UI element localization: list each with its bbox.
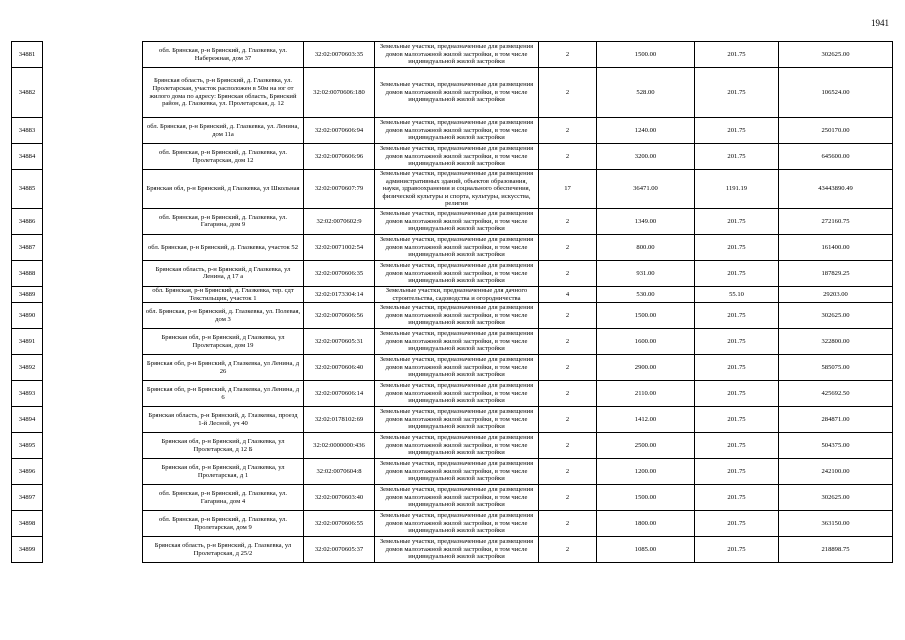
- area-cell: 1800.00: [597, 511, 695, 537]
- specific-value-cell: 201.75: [695, 144, 779, 170]
- specific-value-cell: 201.75: [695, 459, 779, 485]
- area-cell: 2110.00: [597, 381, 695, 407]
- address-cell: обл. Брянская, р-н Брянский, д. Глазкевка, ул. Гагарина, дом 4: [143, 485, 304, 511]
- specific-value-cell: 201.75: [695, 407, 779, 433]
- cadastral-number-cell: 32:02:0070606:96: [304, 144, 375, 170]
- table-row: [12, 511, 893, 537]
- table-row: [12, 329, 893, 355]
- area-cell: 1240.00: [597, 118, 695, 144]
- cadastral-value-cell: 284871.00: [779, 407, 893, 433]
- spacer-cell: [43, 329, 143, 355]
- spacer-cell: [43, 286, 143, 302]
- row-number: 34893: [12, 381, 43, 407]
- land-purpose-cell: Земельные участки, предназначенные для размещения домов малоэтажной жилой застройки, в том числе индивидуальной жилой застройки: [375, 260, 539, 286]
- specific-value-cell: 201.75: [695, 234, 779, 260]
- land-purpose-cell: Земельные участки, предназначенные для размещения домов малоэтажной жилой застройки, в том числе индивидуальной жилой застройки: [375, 68, 539, 118]
- cadastral-value-cell: 161400.00: [779, 234, 893, 260]
- group-code-cell: 2: [539, 68, 597, 118]
- cadastral-value-cell: 425692.50: [779, 381, 893, 407]
- table-row: [12, 355, 893, 381]
- spacer-cell: [43, 303, 143, 329]
- address-cell: обл. Брянская, р-н Брянский, д. Глазкевка, ул. Пролетарская, дом 12: [143, 144, 304, 170]
- specific-value-cell: 201.75: [695, 355, 779, 381]
- row-number: 34890: [12, 303, 43, 329]
- cadastral-number-cell: 32:02:0070606:55: [304, 511, 375, 537]
- cadastral-number-cell: 32:02:0000000:436: [304, 433, 375, 459]
- specific-value-cell: 201.75: [695, 303, 779, 329]
- group-code-cell: 2: [539, 459, 597, 485]
- address-cell: обл. Брянская, р-н Брянский, д. Глазкевка, ул. Полевая, дом 3: [143, 303, 304, 329]
- address-cell: Брянская обл, р-н Брянский, д Глазкевка, ул Пролетарская, д 1: [143, 459, 304, 485]
- address-cell: Брянская обл, р-н Брянский, д Глазкевка, ул Пролетарская, д 12 Б: [143, 433, 304, 459]
- group-code-cell: 2: [539, 303, 597, 329]
- row-number: 34891: [12, 329, 43, 355]
- land-purpose-cell: Земельные участки, предназначенные для размещения домов малоэтажной жилой застройки, в том числе индивидуальной жилой застройки: [375, 433, 539, 459]
- address-cell: обл. Брянская, р-н Брянский, д. Глазкевка, ул. Набережная, дом 37: [143, 42, 304, 68]
- area-cell: 1349.00: [597, 208, 695, 234]
- land-purpose-cell: Земельные участки, предназначенные для размещения административных зданий, объектов образования, науки, здравоохранения и социального обеспечения, физической культуры и спорта, культуры, искусства, религии: [375, 170, 539, 209]
- address-cell: Брянская область, р-н Брянский, д Глазкевка, ул Ленина, д 17 а: [143, 260, 304, 286]
- cadastral-value-cell: 322800.00: [779, 329, 893, 355]
- group-code-cell: 2: [539, 144, 597, 170]
- group-code-cell: 2: [539, 433, 597, 459]
- table-row: [12, 459, 893, 485]
- spacer-cell: [43, 433, 143, 459]
- cadastral-value-cell: 272160.75: [779, 208, 893, 234]
- area-cell: 1600.00: [597, 329, 695, 355]
- cadastral-number-cell: 32:02:0070603:35: [304, 42, 375, 68]
- specific-value-cell: 201.75: [695, 260, 779, 286]
- cadastral-number-cell: 32:02:0070606:40: [304, 355, 375, 381]
- land-purpose-cell: Земельные участки, предназначенные для размещения домов малоэтажной жилой застройки, в том числе индивидуальной жилой застройки: [375, 407, 539, 433]
- table-row: [12, 286, 893, 302]
- row-number: 34889: [12, 286, 43, 302]
- group-code-cell: 2: [539, 234, 597, 260]
- cadastral-number-cell: 32:02:0070605:37: [304, 537, 375, 563]
- group-code-cell: 2: [539, 537, 597, 563]
- land-purpose-cell: Земельные участки, предназначенные для размещения домов малоэтажной жилой застройки, в том числе индивидуальной жилой застройки: [375, 208, 539, 234]
- address-cell: Брянская обл, р-н Брянский, д Глазкевка, ул Пролетарская, дом 19: [143, 329, 304, 355]
- land-purpose-cell: Земельные участки, предназначенные для размещения домов малоэтажной жилой застройки, в том числе индивидуальной жилой застройки: [375, 234, 539, 260]
- cadastral-number-cell: 32:02:0070606:94: [304, 118, 375, 144]
- address-cell: Брянская область, р-н Брянский, д. Глазкевка, ул Пролетарская, д 25/2: [143, 537, 304, 563]
- row-number: 34885: [12, 170, 43, 209]
- address-cell: обл. Брянская, р-н Брянский, д. Глазкевка, ул. Гагарина, дом 9: [143, 208, 304, 234]
- land-purpose-cell: Земельные участки, предназначенные для размещения домов малоэтажной жилой застройки, в том числе индивидуальной жилой застройки: [375, 42, 539, 68]
- area-cell: 1412.00: [597, 407, 695, 433]
- area-cell: 931.00: [597, 260, 695, 286]
- cadastral-value-cell: 504375.00: [779, 433, 893, 459]
- specific-value-cell: 201.75: [695, 485, 779, 511]
- cadastral-value-cell: 106524.00: [779, 68, 893, 118]
- specific-value-cell: 201.75: [695, 511, 779, 537]
- address-cell: обл. Брянская, р-н Брянский, д. Глазкевка, тер. сдт Текстильщик, участок 1: [143, 286, 304, 302]
- specific-value-cell: 201.75: [695, 537, 779, 563]
- spacer-cell: [43, 42, 143, 68]
- address-cell: Брянская область, р-н Брянский, д. Глазкевка, проезд 1-й Лесной, уч 40: [143, 407, 304, 433]
- page-number: 1941: [871, 18, 889, 28]
- address-cell: обл. Брянская, р-н Брянский, д. Глазкевка, ул. Пролетарская, дом 9: [143, 511, 304, 537]
- table-row: [12, 42, 893, 68]
- specific-value-cell: 201.75: [695, 381, 779, 407]
- spacer-cell: [43, 537, 143, 563]
- land-purpose-cell: Земельные участки, предназначенные для размещения домов малоэтажной жилой застройки, в том числе индивидуальной жилой застройки: [375, 355, 539, 381]
- group-code-cell: 2: [539, 329, 597, 355]
- row-number: 34882: [12, 68, 43, 118]
- cadastral-number-cell: 32:02:0071002:54: [304, 234, 375, 260]
- area-cell: 1085.00: [597, 537, 695, 563]
- table-row: [12, 170, 893, 209]
- land-purpose-cell: Земельные участки, предназначенные для размещения домов малоэтажной жилой застройки, в том числе индивидуальной жилой застройки: [375, 485, 539, 511]
- area-cell: 3200.00: [597, 144, 695, 170]
- cadastral-value-cell: 187829.25: [779, 260, 893, 286]
- land-purpose-cell: Земельные участки, предназначенные для размещения домов малоэтажной жилой застройки, в том числе индивидуальной жилой застройки: [375, 118, 539, 144]
- address-cell: Брянская обл, р-н Брянский, д Глазкевка, ул Ленина, д 6: [143, 381, 304, 407]
- land-purpose-cell: Земельные участки, предназначенные для размещения домов малоэтажной жилой застройки, в том числе индивидуальной жилой застройки: [375, 381, 539, 407]
- cadastral-number-cell: 32:02:0070606:180: [304, 68, 375, 118]
- land-purpose-cell: Земельные участки, предназначенные для размещения домов малоэтажной жилой застройки, в том числе индивидуальной жилой застройки: [375, 459, 539, 485]
- group-code-cell: 2: [539, 407, 597, 433]
- specific-value-cell: 201.75: [695, 42, 779, 68]
- cadastral-value-cell: 302625.00: [779, 485, 893, 511]
- land-purpose-cell: Земельные участки, предназначенные для дачного строительства, садоводства и огородничества: [375, 286, 539, 302]
- area-cell: 1500.00: [597, 42, 695, 68]
- spacer-cell: [43, 208, 143, 234]
- row-number: 34884: [12, 144, 43, 170]
- specific-value-cell: 201.75: [695, 329, 779, 355]
- specific-value-cell: 201.75: [695, 118, 779, 144]
- specific-value-cell: 201.75: [695, 433, 779, 459]
- cadastral-value-cell: 43443890.49: [779, 170, 893, 209]
- land-purpose-cell: Земельные участки, предназначенные для размещения домов малоэтажной жилой застройки, в том числе индивидуальной жилой застройки: [375, 144, 539, 170]
- group-code-cell: 2: [539, 511, 597, 537]
- row-number: 34892: [12, 355, 43, 381]
- cadastral-value-table: [11, 41, 893, 563]
- group-code-cell: 4: [539, 286, 597, 302]
- area-cell: 1500.00: [597, 485, 695, 511]
- group-code-cell: 2: [539, 260, 597, 286]
- row-number: 34888: [12, 260, 43, 286]
- spacer-cell: [43, 355, 143, 381]
- table-row: [12, 68, 893, 118]
- spacer-cell: [43, 170, 143, 209]
- cadastral-value-cell: 250170.00: [779, 118, 893, 144]
- spacer-cell: [43, 407, 143, 433]
- table-row: [12, 234, 893, 260]
- area-cell: 2500.00: [597, 433, 695, 459]
- row-number: 34897: [12, 485, 43, 511]
- specific-value-cell: 201.75: [695, 68, 779, 118]
- table-row: [12, 433, 893, 459]
- cadastral-number-cell: 32:02:0070602:9: [304, 208, 375, 234]
- cadastral-value-cell: 302625.00: [779, 42, 893, 68]
- specific-value-cell: 1191.19: [695, 170, 779, 209]
- land-purpose-cell: Земельные участки, предназначенные для размещения домов малоэтажной жилой застройки, в том числе индивидуальной жилой застройки: [375, 537, 539, 563]
- row-number: 34894: [12, 407, 43, 433]
- area-cell: 1500.00: [597, 303, 695, 329]
- spacer-cell: [43, 118, 143, 144]
- spacer-cell: [43, 485, 143, 511]
- cadastral-number-cell: 32:02:0070605:31: [304, 329, 375, 355]
- cadastral-value-cell: 645600.00: [779, 144, 893, 170]
- spacer-cell: [43, 68, 143, 118]
- specific-value-cell: 201.75: [695, 208, 779, 234]
- address-cell: Брянская обл, р-н Брянский, д Глазкевка, ул Ленина, д 26: [143, 355, 304, 381]
- cadastral-value-cell: 363150.00: [779, 511, 893, 537]
- spacer-cell: [43, 260, 143, 286]
- address-cell: Брянская область, р-н Брянский, д. Глазкевка, ул. Пролетарская, участок расположен в 50м на юг от жилого дома по адресу: Брянская область, Брянский район, д. Глазкевка, ул. Пролетарская, д. 12: [143, 68, 304, 118]
- cadastral-number-cell: 32:02:0070604:8: [304, 459, 375, 485]
- spacer-cell: [43, 459, 143, 485]
- area-cell: 530.00: [597, 286, 695, 302]
- row-number: 34895: [12, 433, 43, 459]
- spacer-cell: [43, 234, 143, 260]
- table-row: [12, 485, 893, 511]
- spacer-cell: [43, 381, 143, 407]
- cadastral-number-cell: 32:02:0070606:35: [304, 260, 375, 286]
- spacer-cell: [43, 511, 143, 537]
- cadastral-number-cell: 32:02:0070603:40: [304, 485, 375, 511]
- specific-value-cell: 55.10: [695, 286, 779, 302]
- group-code-cell: 2: [539, 355, 597, 381]
- address-cell: Брянская обл, р-н Брянский, д Глазкевка, ул Школьная: [143, 170, 304, 209]
- land-purpose-cell: Земельные участки, предназначенные для размещения домов малоэтажной жилой застройки, в том числе индивидуальной жилой застройки: [375, 303, 539, 329]
- cadastral-value-cell: 302625.00: [779, 303, 893, 329]
- table-row: [12, 303, 893, 329]
- address-cell: обл. Брянская, р-н Брянский, д. Глазкевка, ул. Ленина, дом 11а: [143, 118, 304, 144]
- cadastral-value-cell: 242100.00: [779, 459, 893, 485]
- land-purpose-cell: Земельные участки, предназначенные для размещения домов малоэтажной жилой застройки, в том числе индивидуальной жилой застройки: [375, 511, 539, 537]
- group-code-cell: 2: [539, 42, 597, 68]
- group-code-cell: 2: [539, 381, 597, 407]
- table-row: [12, 381, 893, 407]
- row-number: 34887: [12, 234, 43, 260]
- table-row: [12, 144, 893, 170]
- group-code-cell: 2: [539, 118, 597, 144]
- area-cell: 1200.00: [597, 459, 695, 485]
- cadastral-number-cell: 32:02:0070606:56: [304, 303, 375, 329]
- address-cell: обл. Брянская, р-н Брянский, д. Глазкевка, участок 52: [143, 234, 304, 260]
- table-row: [12, 407, 893, 433]
- area-cell: 2900.00: [597, 355, 695, 381]
- spacer-cell: [43, 144, 143, 170]
- cadastral-value-cell: 218898.75: [779, 537, 893, 563]
- cadastral-number-cell: 32:02:0070606:14: [304, 381, 375, 407]
- row-number: 34896: [12, 459, 43, 485]
- area-cell: 36471.00: [597, 170, 695, 209]
- cadastral-value-cell: 585075.00: [779, 355, 893, 381]
- table-row: [12, 208, 893, 234]
- row-number: 34886: [12, 208, 43, 234]
- table-row: [12, 260, 893, 286]
- group-code-cell: 17: [539, 170, 597, 209]
- land-purpose-cell: Земельные участки, предназначенные для размещения домов малоэтажной жилой застройки, в том числе индивидуальной жилой застройки: [375, 329, 539, 355]
- cadastral-number-cell: 32:02:0070607:79: [304, 170, 375, 209]
- table-row: [12, 118, 893, 144]
- row-number: 34881: [12, 42, 43, 68]
- cadastral-number-cell: 32:02:0173304:14: [304, 286, 375, 302]
- area-cell: 800.00: [597, 234, 695, 260]
- cadastral-number-cell: 32:02:0178102:69: [304, 407, 375, 433]
- row-number: 34899: [12, 537, 43, 563]
- group-code-cell: 2: [539, 485, 597, 511]
- cadastral-value-cell: 29203.00: [779, 286, 893, 302]
- table-row: [12, 537, 893, 563]
- group-code-cell: 2: [539, 208, 597, 234]
- row-number: 34898: [12, 511, 43, 537]
- area-cell: 528.00: [597, 68, 695, 118]
- row-number: 34883: [12, 118, 43, 144]
